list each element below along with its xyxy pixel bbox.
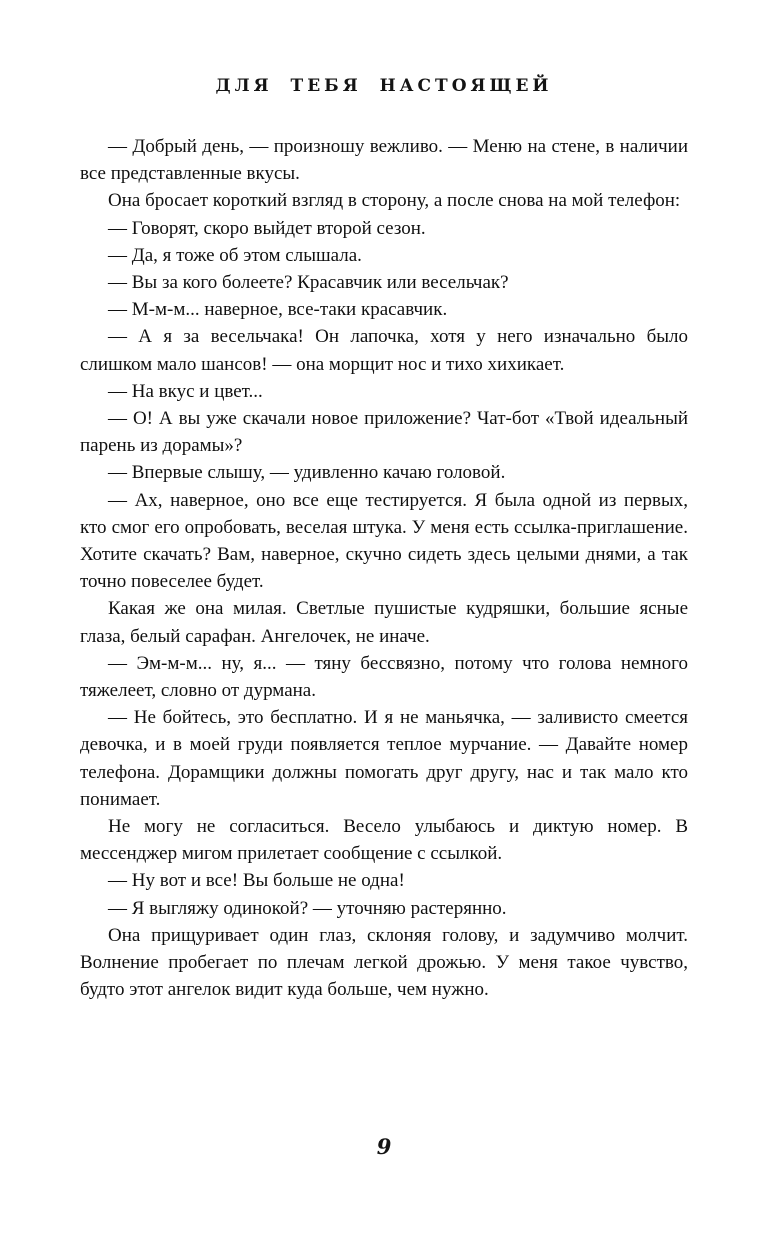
paragraph: — На вкус и цвет... xyxy=(108,380,263,402)
paragraph: Не могу не согласиться. Весело улыбаюсь и диктую номер. В мессенджер мигом прилетает сообщение с ссылкой. xyxy=(80,816,688,865)
paragraph: — Эм-м-м... ну, я... — тяну бессвязно, потому что голова немного тяжелеет, словно от дурмана. xyxy=(80,652,688,702)
text-block xyxy=(80,133,688,1004)
paragraph: Какая же она милая. Светлые пушистые кудряшки, большие ясные глаза, белый сарафан. Ангелочек, не иначе. xyxy=(80,598,688,647)
paragraph: — А я за весельчака! Он лапочка, хотя у него изначально было слишком мало шансов! — она морщит нос и тихо хихикает. xyxy=(80,326,688,375)
paragraph: — Ну вот и все! Вы больше не одна! xyxy=(108,870,405,892)
running-header: ДЛЯ ТЕБЯ НАСТОЯЩЕЙ xyxy=(215,76,553,96)
page-number: 9 xyxy=(376,1134,392,1159)
paragraph: Она бросает короткий взгляд в сторону, а после снова на мой телефон: xyxy=(108,190,681,212)
paragraph: — Добрый день, — произношу вежливо. — Меню на стене, в наличии все представленные вкусы. xyxy=(80,136,688,185)
paragraph: — О! А вы уже скачали новое приложение? Чат-бот «Твой идеальный парень из дорамы»? xyxy=(80,408,688,457)
paragraph: — М-м-м... наверное, все-таки красавчик. xyxy=(108,299,448,321)
paragraph: — Впервые слышу, — удивленно качаю головой. xyxy=(108,462,506,484)
paragraph: — Я выгляжу одинокой? — уточняю растерянно. xyxy=(108,897,507,919)
paragraph: — Не бойтесь, это бесплатно. И я не маньячка, — заливисто смеется девочка, и в моей груди появляется теплое мурчание. — Давайте номер телефона. Дорамщики должны помогать друг другу, нас и так мало кто понимает. xyxy=(80,707,688,810)
paragraph: — Говорят, скоро выйдет второй сезон. xyxy=(108,217,426,239)
paragraph: — Вы за кого болеете? Красавчик или весельчак? xyxy=(108,272,509,294)
paragraph: — Да, я тоже об этом слышала. xyxy=(108,244,362,266)
paragraph: — Ах, наверное, оно все еще тестируется. Я была одной из первых, кто смог его опробовать, веселая штука. У меня есть ссылка-приглашение. Хотите скачать? Вам, наверное, скучно сидеть здесь целыми днями, а так точно повеселее будет. xyxy=(80,489,688,593)
paragraph: Она прищуривает один глаз, склоняя голову, и задумчиво молчит. Волнение пробегает по плечам легкой дрожью. У меня такое чувство, будто этот ангелок видит куда больше, чем нужно. xyxy=(80,924,688,1001)
